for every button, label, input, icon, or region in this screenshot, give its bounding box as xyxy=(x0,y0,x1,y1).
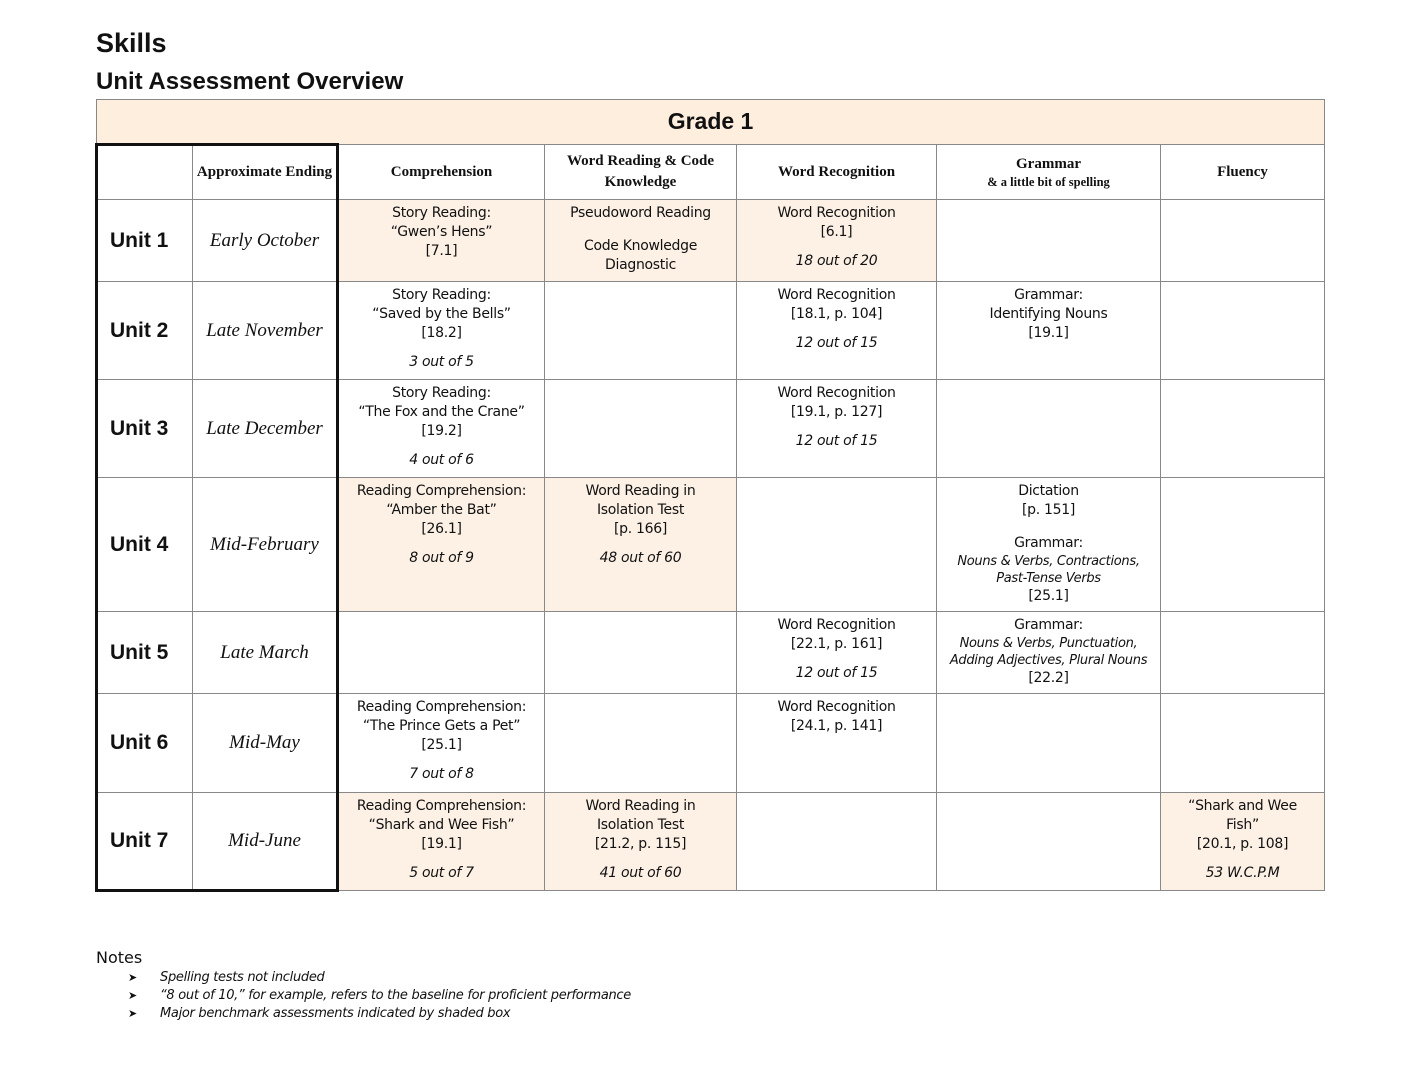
cell-text: Story Reading: xyxy=(392,287,491,303)
cell-text: [25.1] xyxy=(1028,588,1069,604)
baseline-score: 7 out of 8 xyxy=(409,766,474,782)
baseline-score: 18 out of 20 xyxy=(795,253,878,269)
cell-comprehension xyxy=(338,694,545,793)
unit-label: Unit 3 xyxy=(97,380,193,478)
page-subtitle: Unit Assessment Overview xyxy=(96,68,404,95)
cell-fluency xyxy=(1161,282,1325,380)
approximate-ending: Late December xyxy=(193,380,338,478)
cell-text: Grammar: xyxy=(1014,287,1083,303)
baseline-score: 5 out of 7 xyxy=(409,865,474,881)
cell-text: [19.1, p. 127] xyxy=(790,404,883,420)
cell-fluency xyxy=(1161,200,1325,282)
cell-grammar xyxy=(937,612,1161,694)
cell-text: [20.1, p. 108] xyxy=(1196,836,1289,852)
cell-text: Identifying Nouns xyxy=(989,306,1108,322)
cell-fluency xyxy=(1161,380,1325,478)
cell-text: Story Reading: xyxy=(392,385,491,401)
cell-text: “Amber the Bat” xyxy=(386,502,497,518)
cell-text: Dictation xyxy=(1018,483,1079,499)
approximate-ending: Mid-May xyxy=(193,694,338,793)
cell-word-reading xyxy=(545,793,737,891)
cell-grammar xyxy=(937,380,1161,478)
cell-comprehension xyxy=(338,793,545,891)
cell-text: [18.1, p. 104] xyxy=(790,306,883,322)
cell-text: [19.1] xyxy=(421,836,462,852)
cell-grammar xyxy=(937,200,1161,282)
note-text: “8 out of 10,” for example, refers to the baseline for proficient performance xyxy=(160,988,631,1003)
arrow-bullet-icon: ➤ xyxy=(128,1007,137,1020)
cell-text: Grammar: xyxy=(1014,617,1083,633)
cell-text: Grammar: xyxy=(1014,535,1083,551)
header-comprehension: Comprehension xyxy=(338,145,545,200)
cell-word-recognition xyxy=(737,200,937,282)
unit-row xyxy=(97,694,1325,793)
header-grammar xyxy=(937,145,1161,200)
cell-fluency xyxy=(1161,612,1325,694)
cell-word-recognition xyxy=(737,793,937,891)
cell-text: [22.2] xyxy=(1028,670,1069,686)
cell-word-reading xyxy=(545,380,737,478)
cell-text: Nouns & Verbs, Punctuation, xyxy=(959,636,1138,651)
baseline-score: 41 out of 60 xyxy=(599,865,682,881)
cell-text: [7.1] xyxy=(425,243,458,259)
note-item xyxy=(128,1005,631,1023)
cell-text: Reading Comprehension: xyxy=(356,483,527,499)
assessment-table xyxy=(95,99,1325,892)
unit-row xyxy=(97,380,1325,478)
cell-text: Word Recognition xyxy=(777,287,896,303)
cell-text: [18.2] xyxy=(421,325,462,341)
cell-text: Reading Comprehension: xyxy=(356,699,527,715)
cell-grammar xyxy=(937,793,1161,891)
cell-text: “Shark and Wee Fish” xyxy=(368,817,515,833)
cell-text: [22.1, p. 161] xyxy=(790,636,883,652)
arrow-bullet-icon: ➤ xyxy=(128,971,137,984)
grade-banner: Grade 1 xyxy=(97,100,1325,145)
cell-word-recognition xyxy=(737,282,937,380)
header-fluency: Fluency xyxy=(1161,145,1325,200)
approximate-ending: Late November xyxy=(193,282,338,380)
unit-row xyxy=(97,612,1325,694)
baseline-score: 12 out of 15 xyxy=(795,665,878,681)
cell-word-recognition xyxy=(737,380,937,478)
unit-label: Unit 7 xyxy=(97,793,193,891)
cell-text: [21.2, p. 115] xyxy=(594,836,687,852)
cell-text: Isolation Test xyxy=(596,817,685,833)
cell-word-recognition xyxy=(737,694,937,793)
page-title: Skills xyxy=(96,28,167,58)
baseline-score: 8 out of 9 xyxy=(409,550,474,566)
cell-text: Word Reading in xyxy=(585,798,696,814)
cell-word-reading xyxy=(545,694,737,793)
cell-text: Adding Adjectives, Plural Nouns xyxy=(949,653,1148,668)
note-item xyxy=(128,969,631,987)
cell-comprehension xyxy=(338,612,545,694)
baseline-score: 4 out of 6 xyxy=(409,452,474,468)
notes-section xyxy=(96,948,631,1023)
cell-text: [25.1] xyxy=(421,737,462,753)
cell-word-reading xyxy=(545,282,737,380)
cell-text: Pseudoword Reading xyxy=(570,205,711,221)
cell-text: [24.1, p. 141] xyxy=(790,718,883,734)
cell-text: “Shark and Wee xyxy=(1188,798,1297,814)
cell-word-recognition xyxy=(737,612,937,694)
cell-text: [19.1] xyxy=(1028,325,1069,341)
note-item xyxy=(128,987,631,1005)
cell-text: Word Recognition xyxy=(777,617,896,633)
cell-comprehension xyxy=(338,380,545,478)
unit-row xyxy=(97,282,1325,380)
cell-text: [26.1] xyxy=(421,521,462,537)
cell-text: “Saved by the Bells” xyxy=(372,306,511,322)
cell-text: “The Prince Gets a Pet” xyxy=(362,718,521,734)
cell-fluency xyxy=(1161,478,1325,612)
unit-label: Unit 4 xyxy=(97,478,193,612)
cell-word-reading xyxy=(545,612,737,694)
notes-title: Notes xyxy=(96,948,143,967)
cell-text: Reading Comprehension: xyxy=(356,798,527,814)
arrow-bullet-icon: ➤ xyxy=(128,989,137,1002)
baseline-score: 53 W.C.P.M xyxy=(1205,865,1280,881)
unit-row xyxy=(97,200,1325,282)
cell-text: Word Recognition xyxy=(777,205,896,221)
cell-text: Story Reading: xyxy=(392,205,491,221)
cell-text: “The Fox and the Crane” xyxy=(358,404,525,420)
cell-text: Code Knowledge Diagnostic xyxy=(583,238,698,273)
approximate-ending: Mid-February xyxy=(193,478,338,612)
cell-text: “Gwen’s Hens” xyxy=(390,224,493,240)
cell-text: Past-Tense Verbs xyxy=(996,571,1101,586)
unit-row xyxy=(97,478,1325,612)
header-word-reading: Word Reading & Code Knowledge xyxy=(545,145,737,200)
cell-text: Isolation Test xyxy=(596,502,685,518)
unit-label: Unit 6 xyxy=(97,694,193,793)
header-grammar-sublabel: & a little bit of spelling xyxy=(987,175,1110,189)
cell-grammar xyxy=(937,282,1161,380)
assessment-table-wrapper xyxy=(95,99,1323,892)
cell-word-reading xyxy=(545,200,737,282)
baseline-score: 12 out of 15 xyxy=(795,433,878,449)
cell-text: [p. 151] xyxy=(1021,502,1076,518)
cell-grammar xyxy=(937,478,1161,612)
notes-list xyxy=(96,969,631,1023)
cell-text: Word Reading in xyxy=(585,483,696,499)
approximate-ending: Late March xyxy=(193,612,338,694)
cell-text: [19.2] xyxy=(421,423,462,439)
cell-text: Word Recognition xyxy=(777,699,896,715)
header-grammar-label: Grammar xyxy=(1016,156,1081,172)
cell-grammar xyxy=(937,694,1161,793)
cell-text: [p. 166] xyxy=(613,521,668,537)
cell-text: Word Recognition xyxy=(777,385,896,401)
cell-word-reading xyxy=(545,478,737,612)
header-row xyxy=(97,145,1325,200)
unit-row xyxy=(97,793,1325,891)
unit-label: Unit 1 xyxy=(97,200,193,282)
baseline-score: 3 out of 5 xyxy=(409,354,474,370)
note-text: Spelling tests not included xyxy=(160,970,325,985)
note-text: Major benchmark assessments indicated by shaded box xyxy=(160,1006,511,1021)
unit-label: Unit 5 xyxy=(97,612,193,694)
cell-text: Fish” xyxy=(1226,817,1259,833)
cell-word-recognition xyxy=(737,478,937,612)
cell-fluency xyxy=(1161,694,1325,793)
cell-text: [6.1] xyxy=(820,224,853,240)
unit-rows xyxy=(97,200,1325,891)
approximate-ending: Mid-June xyxy=(193,793,338,891)
header-unit xyxy=(97,145,193,200)
header-approximate-ending: Approximate Ending xyxy=(193,145,338,200)
cell-comprehension xyxy=(338,200,545,282)
baseline-score: 12 out of 15 xyxy=(795,335,878,351)
cell-comprehension xyxy=(338,478,545,612)
cell-text: Nouns & Verbs, Contractions, xyxy=(957,554,1140,569)
cell-comprehension xyxy=(338,282,545,380)
unit-label: Unit 2 xyxy=(97,282,193,380)
cell-fluency xyxy=(1161,793,1325,891)
approximate-ending: Early October xyxy=(193,200,338,282)
header-word-recognition: Word Recognition xyxy=(737,145,937,200)
baseline-score: 48 out of 60 xyxy=(599,550,682,566)
